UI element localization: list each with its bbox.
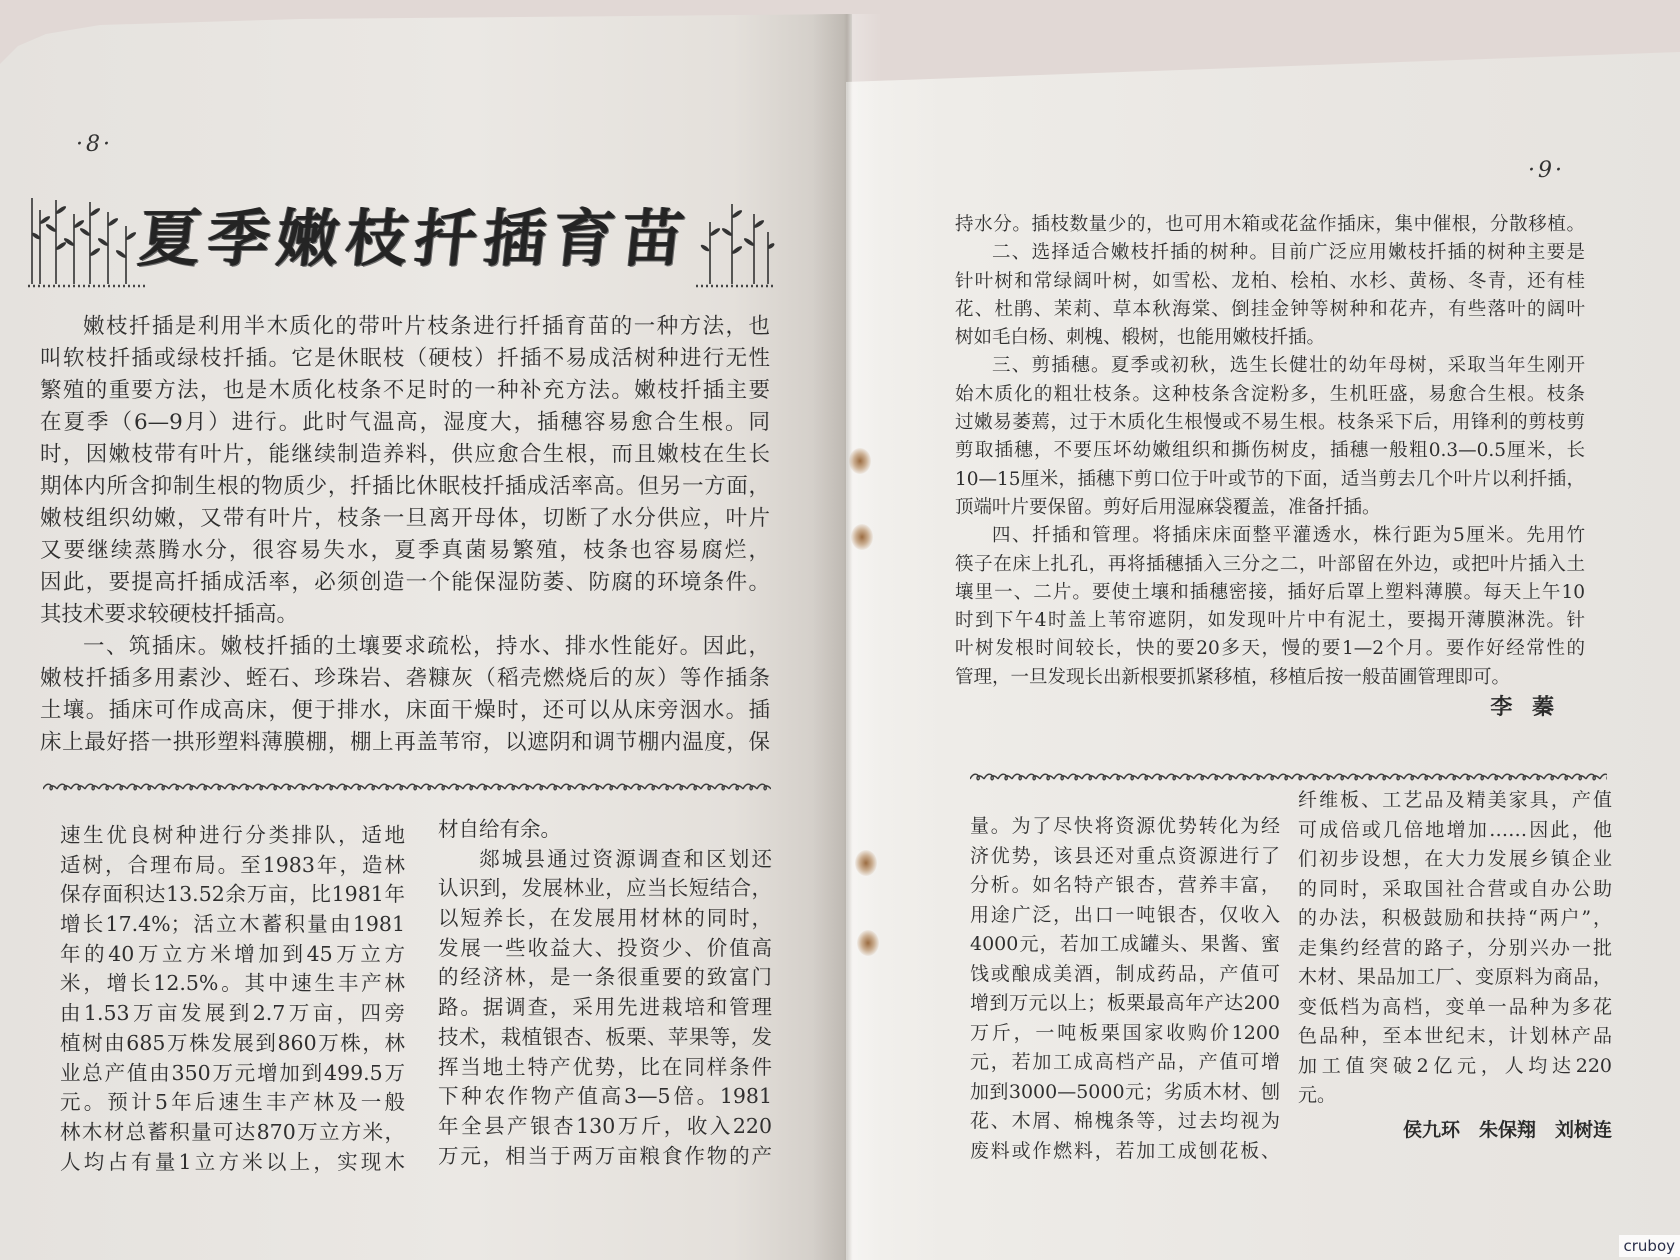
text-line: 植树由685万株发展到860万株，林 — [60, 1030, 405, 1055]
text-line: 元。预计5年后速生丰产林及一般 — [60, 1090, 405, 1115]
text-line: 年的40万立方米增加到45万立方 — [60, 941, 405, 966]
text-line: 路。据调查，采用先进栽培和管理 — [438, 995, 772, 1020]
page-number: ·8· — [76, 132, 113, 157]
text-line: 过嫩易萎蔫，过于木质化生根慢或不易生根。枝条采下后，用锋利的剪枝剪 — [955, 412, 1585, 434]
text-line: 管理，一旦发现长出新根要抓紧移植，移植后按一般苗圃管理即可。 — [955, 666, 1511, 688]
text-line: 土壤。插床可作成高床，便于排水，床面干燥时，还可以从床旁洇水。插 — [40, 698, 770, 723]
text-line: 又要继续蒸腾水分，很容易失水，夏季真菌易繁殖，枝条也容易腐烂， — [40, 538, 770, 563]
text-line: 由1.53万亩发展到2.7万亩，四旁 — [60, 1001, 405, 1026]
text-line: 壤里一、二片。要使土壤和插穗密接，插好后罩上塑料薄膜。每天上午10 — [955, 581, 1585, 603]
text-line: 筷子在床上扎孔，再将插穗插入三分之二，叶部留在外边，或把叶片插入土 — [955, 553, 1585, 575]
text-line: 认识到，发展林业，应当长短结合， — [438, 876, 772, 901]
rust-stain — [855, 850, 877, 876]
text-line: 元。 — [1298, 1084, 1337, 1106]
text-line: 增到万元以上；板栗最高年产达200 — [970, 992, 1280, 1014]
text-line: 万元，相当于两万亩粮食作物的产 — [438, 1143, 772, 1168]
rust-stain — [857, 930, 879, 956]
text-line: 元，若加工成高档产品，产值可增 — [970, 1051, 1280, 1073]
text-line: 适树，合理布局。至1983年，造林 — [60, 852, 405, 877]
text-line: 4000元，若加工成罐头、果酱、蜜 — [970, 933, 1280, 955]
rust-stain — [851, 524, 873, 550]
text-line: 一、筑插床。嫩枝扦插的土壤要求疏松，持水、排水性能好。因此， — [83, 634, 770, 659]
text-line: 万斤，一吨板栗国家收购价1200 — [970, 1021, 1280, 1044]
text-line: 废料或作燃料，若加工成刨花板、 — [970, 1139, 1280, 1162]
rust-stain — [849, 448, 871, 474]
text-line: 技术，栽植银杏、板栗、苹果等，发 — [438, 1024, 772, 1049]
text-line: 林木材总蓄积量可达870万立方米， — [60, 1119, 405, 1144]
text-line: 人均占有量1立方米以上，实现木 — [60, 1149, 405, 1174]
text-line: 树如毛白杨、刺槐、椴树，也能用嫩枝扦插。 — [955, 327, 1326, 349]
text-line: 三、剪插穗。夏季或初秋，选生长健壮的幼年母树，采取当年生刚开 — [992, 355, 1585, 377]
text-line: 嫩枝扦插多用素沙、蛭石、珍珠岩、砻糠灰（稻壳燃烧后的灰）等作插条 — [40, 666, 770, 691]
text-line: 顶端叶片要保留。剪好后用湿麻袋覆盖，准备扦插。 — [955, 496, 1381, 518]
text-line: 纤维板、工艺品及精美家具，产值 — [1298, 789, 1612, 811]
text-line: 叶树发根时间较长，快的要20多天，慢的要1—2个月。要作好经常性的 — [955, 638, 1585, 660]
article-authors: 侯九环 朱保翔 刘树连 — [1402, 1119, 1612, 1141]
text-line: 变低档为高档，变单一品种为多花 — [1298, 995, 1612, 1018]
article-body-continued — [955, 211, 1585, 692]
lower-column-right — [1298, 786, 1612, 1111]
text-line: 花、杜鹃、茉莉、草本秋海棠、倒挂金钟等树种和花卉，有些落叶的阔叶 — [955, 298, 1585, 320]
text-line: 针叶树和常绿阔叶树，如雪松、龙柏、桧柏、水杉、黄杨、冬青，还有桂 — [955, 270, 1585, 292]
text-line: 在夏季（6—9月）进行。此时气温高，湿度大，插穗容易愈合生根。同 — [40, 410, 770, 435]
text-line: 材自给有余。 — [438, 817, 561, 841]
page-number: ·9· — [1528, 158, 1565, 183]
text-line: 济优势，该县还对重点资源进行了 — [970, 844, 1280, 867]
text-line: 始木质化的粗壮枝条。这种枝条含淀粉多，生机旺盛，易愈合生根。枝条 — [955, 383, 1585, 405]
text-line: 挥当地土特产优势，比在同样条件 — [438, 1054, 772, 1079]
text-line: 下种农作物产值高3—5倍。1981 — [438, 1084, 772, 1109]
text-line: 花、木屑、棉槐条等，过去均视为 — [970, 1110, 1280, 1132]
text-line: 时到下午4时盖上苇帘遮阴，如发现叶片中有泥土，要揭开薄膜淋洗。针 — [955, 610, 1585, 632]
text-line: 用途广泛，出口一吨银杏，仅收入 — [970, 903, 1280, 926]
text-line: 保存面积达13.52余万亩，比1981年 — [60, 882, 405, 907]
text-line: 郯城县通过资源调查和区划还 — [479, 846, 772, 871]
text-line: 米，增长12.5%。其中速生丰产林 — [60, 971, 405, 996]
text-line: 可成倍或几倍地增加……因此，他 — [1298, 818, 1612, 841]
text-line: 持水分。插枝数量少的，也可用木箱或花盆作插床，集中催根，分散移植。 — [955, 214, 1585, 235]
text-line: 的同时，采取国社合营或自办公助 — [1298, 877, 1612, 900]
text-line: 床上最好搭一拱形塑料薄膜棚，棚上再盖苇帘，以遮阴和调节棚内温度，保 — [40, 730, 770, 755]
text-line: 的办法，积极鼓励和扶持“两户”， — [1298, 907, 1612, 929]
text-line: 叫软枝扦插或绿枝扦插。它是休眠枝（硬枝）扦插不易成活树种进行无性 — [40, 346, 770, 371]
text-line: 分析。如名特产银杏，营养丰富， — [970, 874, 1280, 896]
text-line: 走集约经营的路子，分别兴办一批 — [1298, 936, 1612, 959]
text-line: 其技术要求较硬枝扦插高。 — [40, 602, 299, 627]
text-line: 业总产值由350万元增加到499.5万 — [60, 1060, 405, 1085]
text-line: 色品种，至本世纪末，计划林产品 — [1298, 1025, 1612, 1047]
wavy-divider — [970, 771, 1607, 783]
text-line: 嫩枝扦插是利用半木质化的带叶片枝条进行扦插育苗的一种方法，也 — [83, 314, 770, 339]
text-line: 增长17.4%；活立木蓄积量由1981 — [60, 912, 405, 937]
text-line: 木材、果品加工厂、变原料为商品， — [1298, 966, 1612, 988]
text-line: 10—15厘米，插穗下剪口位于叶或节的下面，适当剪去几个叶片以利扦插， — [955, 468, 1585, 490]
text-line: 速生优良树种进行分类排队，适地 — [60, 823, 405, 847]
text-line: 加到3000—5000元；劣质木材、刨 — [970, 1080, 1280, 1103]
watermark: cruboy — [1619, 1235, 1680, 1257]
text-line: 加工值突破2亿元，人均达220 — [1298, 1054, 1612, 1077]
text-line: 时，因嫩枝带有叶片，能继续制造养料，供应愈合生根，而且嫩枝在生长 — [40, 442, 770, 467]
text-line: 以短养长，在发展用材林的同时， — [438, 906, 772, 931]
text-line: 发展一些收益大、投资少、价值高 — [438, 935, 772, 960]
text-line: 嫩枝组织幼嫩，又带有叶片，枝条一旦离开母体，切断了水分供应，叶片 — [40, 506, 770, 531]
lower-column-left — [970, 812, 1280, 1166]
text-line: 四、扦插和管理。将插床床面整平灌透水，株行距为5厘米。先用竹 — [992, 525, 1585, 547]
text-line: 期体内所含抑制生根的物质少，扦插比休眠枝扦插成活率高。但另一方面， — [40, 474, 770, 499]
text-line: 因此，要提高扦插成活率，必须创造一个能保湿防萎、防腐的环境条件。 — [40, 570, 770, 595]
text-line: 年全县产银杏130万斤，收入220 — [438, 1113, 772, 1138]
article-author: 李 蓁 — [1490, 694, 1560, 720]
text-line: 量。为了尽快将资源优势转化为经 — [970, 815, 1280, 837]
text-line: 的经济林，是一条很重要的致富门 — [438, 965, 772, 990]
text-line: 剪取插穗，不要压坏幼嫩组织和撕伤树皮，插穗一般粗0.3—0.5厘米，长 — [955, 440, 1585, 462]
text-line: 们初步设想，在大力发展乡镇企业 — [1298, 848, 1612, 870]
text-line: 二、选择适合嫩枝扦插的树种。目前广泛应用嫩枝扦插的树种主要是 — [992, 242, 1585, 264]
text-line: 饯或酿成美酒，制成药品，产值可 — [970, 962, 1280, 985]
text-line: 繁殖的重要方法，也是木质化枝条不足时的一种补充方法。嫩枝扦插主要 — [40, 378, 770, 403]
article-title: 夏季嫩枝扦插育苗 — [135, 202, 695, 275]
